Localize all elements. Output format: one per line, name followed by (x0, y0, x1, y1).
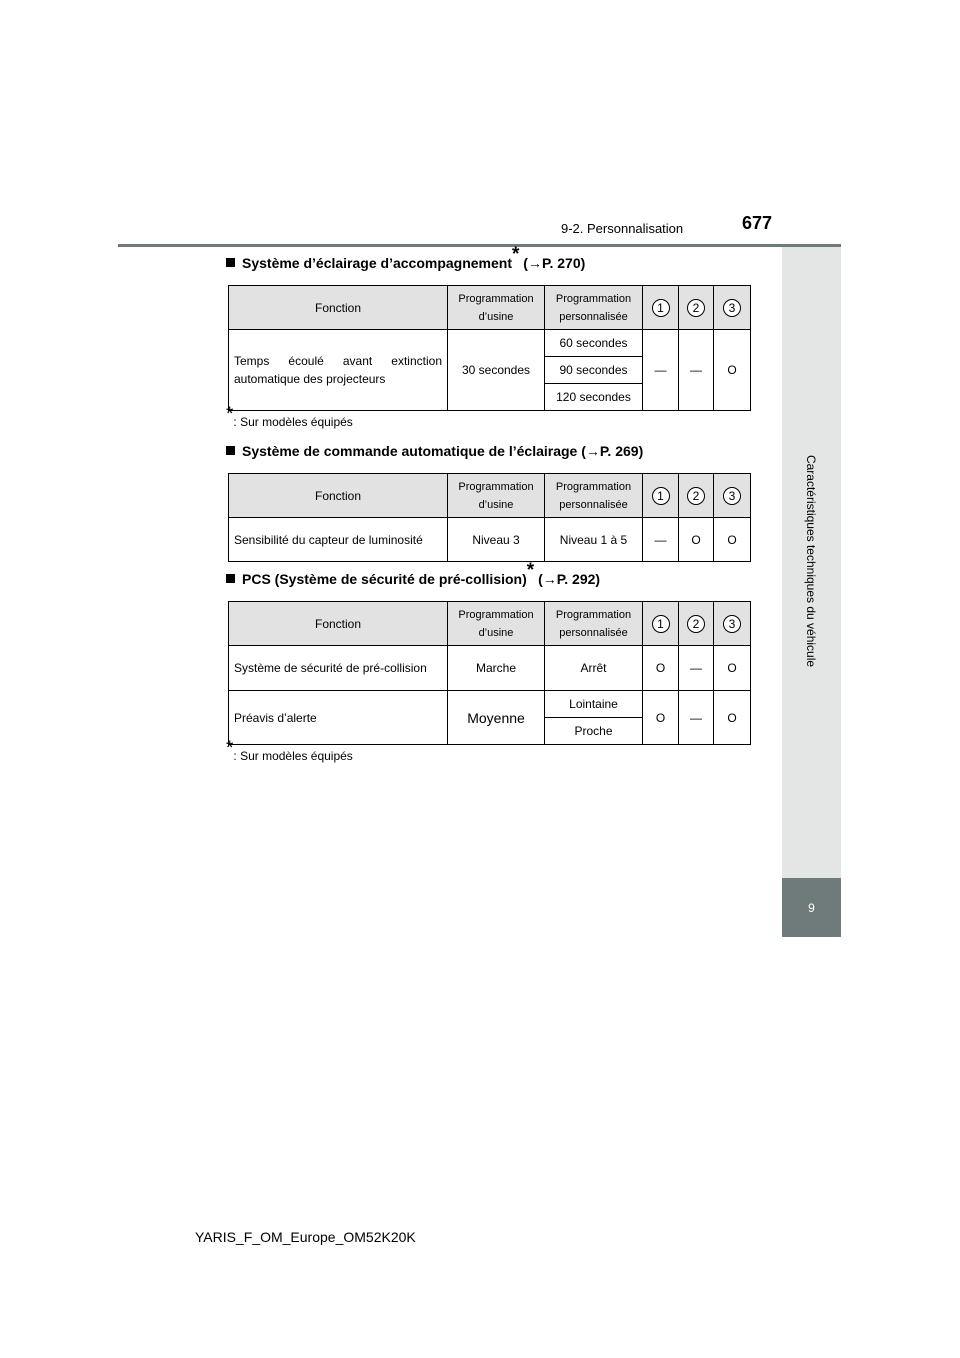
section3-title: PCS (Système de sécurité de pré-collision) (242, 571, 527, 587)
footnote-star: * (226, 738, 234, 759)
header-default-setting: Programmation d’usine (448, 286, 545, 330)
header-default-setting: Programmation d’usine (448, 474, 545, 518)
settings-table-2 (228, 473, 751, 562)
method-1-cell: O (643, 691, 679, 745)
header-fonction: Fonction (229, 286, 448, 330)
custom-option-cell: Arrêt (545, 646, 643, 691)
circled-2-icon: 2 (687, 487, 705, 505)
header-custom-setting: Programmation personnalisée (545, 602, 643, 646)
custom-option-cell: Proche (545, 718, 643, 745)
circled-3-icon: 3 (723, 615, 741, 633)
footnote: *: Sur modèles équipés (226, 738, 353, 763)
method-2-cell: — (679, 646, 714, 691)
square-bullet-icon (226, 574, 235, 583)
circled-1-icon: 1 (652, 615, 670, 633)
section-title: 9-2. Personnalisation (561, 221, 684, 236)
header-method-3 (714, 602, 751, 646)
header-method-1 (643, 286, 679, 330)
page-reference-link[interactable]: (→P. 270) (523, 255, 586, 271)
method-2-cell: — (679, 330, 714, 411)
header-method-1 (643, 602, 679, 646)
custom-option-cell: Lointaine (545, 691, 643, 718)
method-1-cell: O (643, 646, 679, 691)
section3-heading (226, 560, 601, 587)
chapter-tab-label: Caractéristiques techniques du véhicule (804, 454, 818, 668)
settings-table-3 (228, 601, 751, 745)
header-method-2 (679, 286, 714, 330)
square-bullet-icon (226, 446, 235, 455)
circled-1-icon: 1 (652, 487, 670, 505)
custom-option-cell: 90 secondes (545, 357, 643, 384)
method-3-cell: O (714, 518, 751, 562)
header-fonction: Fonction (229, 474, 448, 518)
method-3-cell: O (714, 691, 751, 745)
default-value-cell: 30 secondes (448, 330, 545, 411)
method-2-cell: — (679, 691, 714, 745)
method-2-cell: O (679, 518, 714, 562)
footnote-star: * (226, 404, 234, 425)
header-method-2 (679, 474, 714, 518)
header-method-1 (643, 474, 679, 518)
function-cell: Système de sécurité de pré-collision (229, 646, 448, 691)
method-3-cell: O (714, 646, 751, 691)
function-cell: Préavis d’alerte (229, 691, 448, 745)
header-method-3 (714, 286, 751, 330)
function-cell: Sensibilité du capteur de luminosité (229, 518, 448, 562)
header-default-setting: Programmation d’usine (448, 602, 545, 646)
footnote-star: * (526, 560, 535, 581)
square-bullet-icon (226, 258, 235, 267)
section1-title: Système d’éclairage d’accompagnement (242, 255, 512, 271)
function-cell: Temps écoulé avant extinction automatique des projecteurs (229, 330, 448, 411)
circled-1-icon: 1 (652, 299, 670, 317)
document-code: YARIS_F_OM_Europe_OM52K20K (195, 1229, 416, 1245)
default-value-cell: Moyenne (448, 691, 545, 745)
custom-option-cell: 60 secondes (545, 330, 643, 357)
custom-option-cell: Niveau 1 à 5 (545, 518, 643, 562)
circled-2-icon: 2 (687, 615, 705, 633)
page-number: 677 (742, 213, 773, 233)
footnote: *: Sur modèles équipés (226, 404, 353, 429)
circled-3-icon: 3 (723, 487, 741, 505)
page-reference-link[interactable]: (→P. 292) (538, 571, 601, 587)
chapter-number: 9 (808, 900, 815, 915)
default-value-cell: Niveau 3 (448, 518, 545, 562)
method-1-cell: — (643, 330, 679, 411)
section1-heading (226, 244, 586, 271)
header-custom-setting: Programmation personnalisée (545, 286, 643, 330)
circled-3-icon: 3 (723, 299, 741, 317)
method-3-cell: O (714, 330, 751, 411)
default-value-cell: Marche (448, 646, 545, 691)
header-method-3 (714, 474, 751, 518)
footnote-star: * (512, 244, 520, 265)
header-method-2 (679, 602, 714, 646)
section2-title: Système de commande automatique de l’éclairage (242, 443, 578, 459)
circled-2-icon: 2 (687, 299, 705, 317)
header-custom-setting: Programmation personnalisée (545, 474, 643, 518)
method-1-cell: — (643, 518, 679, 562)
header-divider (118, 244, 841, 247)
settings-table-1 (228, 285, 751, 411)
section2-heading (226, 443, 643, 459)
custom-option-cell: 120 secondes (545, 384, 643, 411)
header-fonction: Fonction (229, 602, 448, 646)
page-reference-link[interactable]: (→P. 269) (581, 443, 644, 459)
